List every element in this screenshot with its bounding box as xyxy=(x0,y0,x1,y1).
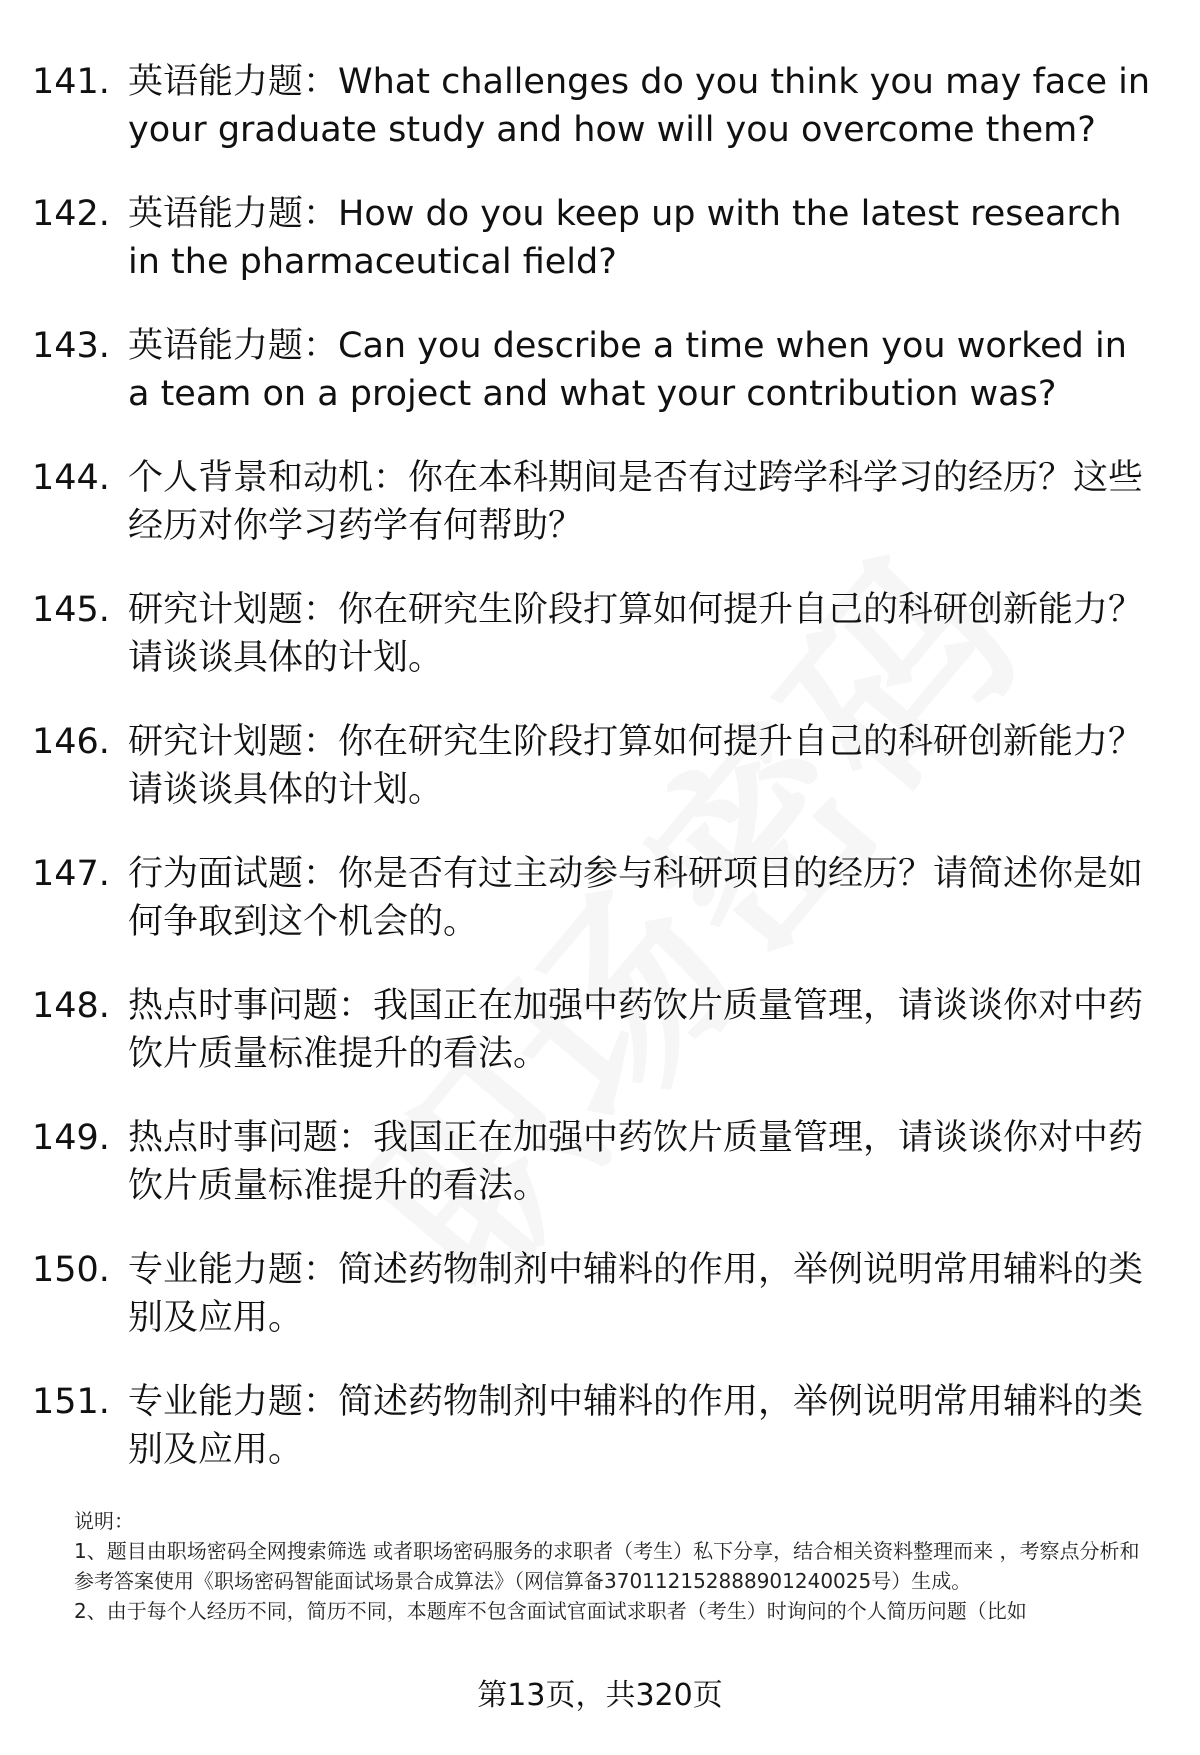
page-footer xyxy=(0,1676,1200,1716)
question-number: 148. xyxy=(32,986,110,1026)
question-text: 热点时事问题：我国正在加强中药饮片质量管理，请谈谈你对中药饮片质量标准提升的看法。 xyxy=(128,986,1144,1074)
notes-line-1: 1、题目由职场密码全网搜索筛选 或者职场密码服务的求职者（考生）私下分享，结合相关资料整理而来 ，考察点分析和参考答案使用《职场密码智能面试场景合成算法》（网信算备370112152888901240025号）生成。 xyxy=(74,1539,1140,1593)
question-number: 147. xyxy=(32,854,110,894)
question-number: 145. xyxy=(32,590,110,630)
question-number: 150. xyxy=(32,1250,110,1290)
list-item xyxy=(0,58,1200,190)
question-number: 143. xyxy=(32,326,110,366)
question-text: 研究计划题：你在研究生阶段打算如何提升自己的科研创新能力？请谈谈具体的计划。 xyxy=(128,722,1144,810)
notes-line-2: 2、由于每个人经历不同，简历不同，本题库不包含面试官面试求职者（考生）时询问的个人简历问题（比如 xyxy=(74,1599,1027,1623)
list-item xyxy=(0,1246,1200,1378)
question-text: 热点时事问题：我国正在加强中药饮片质量管理，请谈谈你对中药饮片质量标准提升的看法。 xyxy=(128,1118,1144,1206)
question-text: 行为面试题：你是否有过主动参与科研项目的经历？请简述你是如何争取到这个机会的。 xyxy=(128,854,1144,942)
question-text: 专业能力题：简述药物制剂中辅料的作用，举例说明常用辅料的类别及应用。 xyxy=(128,1382,1144,1470)
question-text: 个人背景和动机：你在本科期间是否有过跨学科学习的经历？这些经历对你学习药学有何帮助？ xyxy=(128,458,1144,546)
list-item xyxy=(0,1378,1200,1510)
list-item xyxy=(0,850,1200,982)
list-item xyxy=(0,322,1200,454)
list-item xyxy=(0,586,1200,718)
question-text: 英语能力题：Can you describe a time when you worked in a team on a project and what your contribution was? xyxy=(128,326,1127,414)
question-number: 146. xyxy=(32,722,110,762)
question-number: 149. xyxy=(32,1118,110,1158)
notes-heading: 说明： xyxy=(74,1509,134,1533)
question-text: 研究计划题：你在研究生阶段打算如何提升自己的科研创新能力？请谈谈具体的计划。 xyxy=(128,590,1144,678)
list-item xyxy=(0,718,1200,850)
question-number: 141. xyxy=(32,62,110,102)
question-text: 专业能力题：简述药物制剂中辅料的作用，举例说明常用辅料的类别及应用。 xyxy=(128,1250,1144,1338)
question-number: 144. xyxy=(32,458,110,498)
question-number: 151. xyxy=(32,1382,110,1422)
list-item xyxy=(0,982,1200,1114)
notes-section xyxy=(74,1506,1154,1626)
question-number: 142. xyxy=(32,194,110,234)
list-item xyxy=(0,1114,1200,1246)
question-text: 英语能力题：How do you keep up with the latest research in the pharmaceutical field? xyxy=(128,194,1122,282)
question-list xyxy=(0,58,1200,1510)
page-number: 第13页，共320页 xyxy=(477,1678,723,1713)
list-item xyxy=(0,190,1200,322)
list-item xyxy=(0,454,1200,586)
question-text: 英语能力题：What challenges do you think you may face in your graduate study and how will you overcome them? xyxy=(128,62,1151,150)
